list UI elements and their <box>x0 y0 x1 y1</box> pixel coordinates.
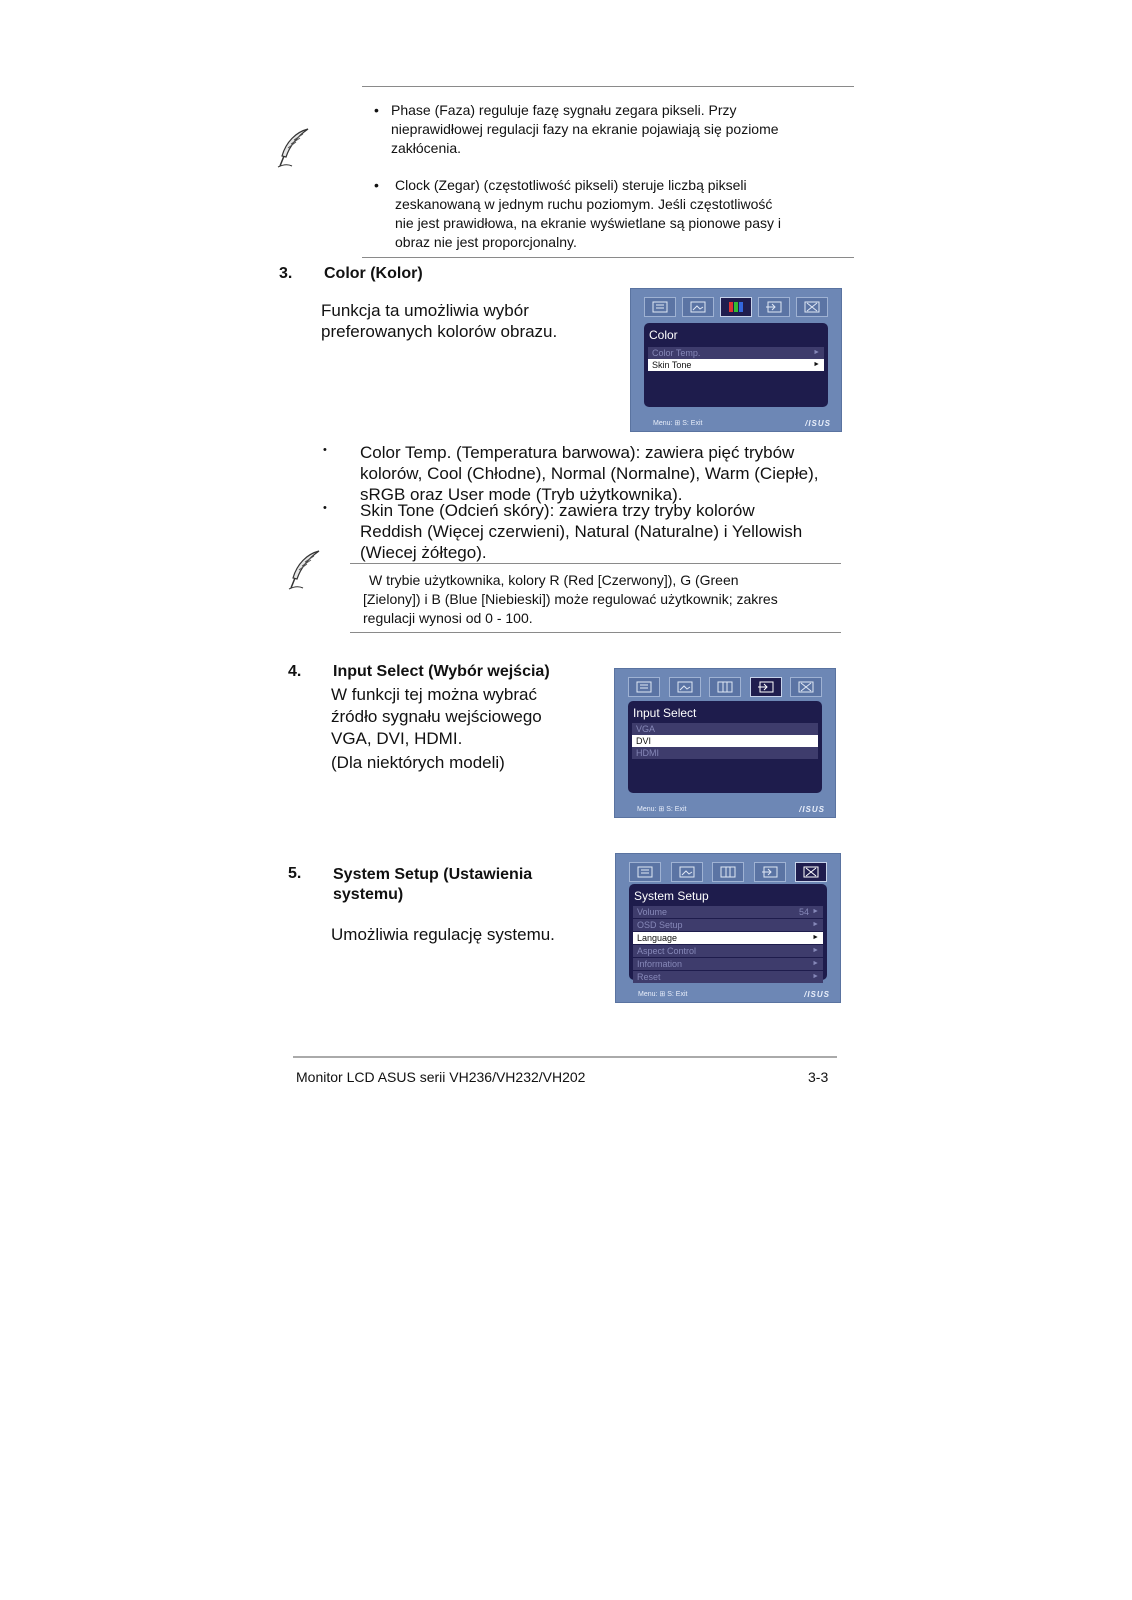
text-line: nie jest prawidłowa, na ekranie wyświetlane są pionowe pasy i <box>395 215 781 231</box>
osd-row-osd-setup <box>633 919 823 931</box>
osd-tab-input-icon <box>754 862 786 882</box>
osd-system-setup-screenshot <box>615 853 841 1003</box>
feather-pen-icon <box>274 126 314 170</box>
osd-tab-system-icon <box>795 862 827 882</box>
text-line: zeskanowaną w jednym ruchu poziomym. Jeśli częstotliwość <box>395 196 773 212</box>
osd-panel <box>628 701 822 793</box>
osd-row-arrow: ► <box>812 947 819 954</box>
osd-row-hdmi: HDMI <box>632 747 818 759</box>
osd-tab-image-icon <box>671 862 703 882</box>
osd-row-label: Reset <box>637 972 661 982</box>
text-line: (Dla niektórych modeli) <box>331 753 505 772</box>
osd-row-label: Color Temp. <box>652 348 701 358</box>
osd-row-label: Information <box>637 959 683 969</box>
osd-title: Input Select <box>633 706 697 720</box>
osd-tab-bar <box>644 297 828 319</box>
osd-row-value: 54 <box>798 907 809 917</box>
osd-row-arrow: ► <box>812 960 819 967</box>
osd-tab-bar <box>628 677 822 699</box>
note2-top-rule <box>350 563 841 564</box>
note1-bottom-rule <box>362 257 854 258</box>
osd-tab-color-icon <box>712 862 744 882</box>
osd-row-label: Skin Tone <box>652 360 692 370</box>
osd-tab-system-icon <box>790 677 822 697</box>
footer-rule <box>293 1056 837 1058</box>
note1-top-rule <box>362 86 854 87</box>
osd-row-label: Aspect Control <box>637 946 697 956</box>
section3-number: 3. <box>279 265 293 282</box>
osd-row-label: Volume <box>637 907 668 917</box>
asus-logo: /ISUS <box>799 805 825 814</box>
osd-row-color-temp <box>648 347 824 359</box>
osd-tab-input-icon <box>750 677 782 697</box>
text-line: (Wiecej żółtego). <box>360 543 487 562</box>
osd-row-vga: VGA <box>632 723 818 735</box>
osd-footer: Menu: ⊞ S: Exit <box>653 420 703 427</box>
text-line: Skin Tone (Odcień skóry): zawiera trzy tryby kolorów <box>360 501 755 520</box>
osd-title: System Setup <box>634 889 709 903</box>
osd-row-arrow: ► <box>812 921 819 928</box>
osd-tab-bar <box>629 862 827 884</box>
text-line: regulacji wynosi od 0 - 100. <box>363 610 533 626</box>
osd-row-arrow: ► <box>812 908 819 915</box>
osd-row-label: Language <box>637 933 678 943</box>
bullet-dot: • <box>323 502 327 514</box>
section3-bullet-skin-tone <box>360 500 802 563</box>
osd-row-arrow: ► <box>812 934 819 941</box>
text-line: Reddish (Więcej czerwieni), Natural (Naturalne) i Yellowish <box>360 522 803 541</box>
osd-row-information <box>633 958 823 970</box>
osd-tab-color-icon <box>720 297 752 317</box>
asus-logo: /ISUS <box>804 990 830 999</box>
text-line: systemu) <box>333 886 404 903</box>
osd-row-volume <box>633 906 823 918</box>
page-number: 3-3 <box>808 1069 829 1085</box>
osd-row-reset <box>633 971 823 983</box>
text-line: źródło sygnału wejściowego <box>331 707 542 726</box>
note2-bottom-rule <box>350 632 841 633</box>
text-line: W funkcji tej można wybrać <box>331 685 537 704</box>
text-line: Color Temp. (Temperatura barwowa): zawiera pięć trybów <box>360 443 795 462</box>
osd-input-select-screenshot <box>614 668 836 818</box>
osd-row-skin-tone <box>648 359 824 371</box>
osd-row-arrow: ► <box>813 349 820 356</box>
osd-footer: Menu: ⊞ S: Exit <box>637 806 687 813</box>
section5-description: Umożliwia regulację systemu. <box>331 925 555 944</box>
osd-tab-splendid-icon <box>644 297 676 317</box>
note1-bullet2 <box>395 176 781 252</box>
section3-bullet-color-temp <box>360 442 819 505</box>
osd-row-arrow: ► <box>813 361 820 368</box>
text-line: zakłócenia. <box>391 140 462 156</box>
text-line: nieprawidłowej regulacji fazy na ekranie pojawiają się poziome <box>391 121 779 137</box>
note2-text <box>363 571 778 628</box>
text-line: [Zielony]) i B (Blue [Niebieski]) może regulować użytkownik; zakres <box>363 591 778 607</box>
osd-row-arrow: ► <box>812 973 819 980</box>
text-line: Clock (Zegar) (częstotliwość pikseli) steruje liczbą pikseli <box>395 177 747 193</box>
section3-title: Color (Kolor) <box>324 265 423 282</box>
text-line: System Setup (Ustawienia <box>333 866 533 883</box>
asus-logo: /ISUS <box>805 419 831 428</box>
text-line: obraz nie jest proporcjonalny. <box>395 234 577 250</box>
note1-bullet1 <box>391 101 779 158</box>
osd-panel <box>644 323 828 407</box>
section5-number: 5. <box>288 865 302 882</box>
section4-title: Input Select (Wybór wejścia) <box>333 663 550 680</box>
osd-tab-splendid-icon <box>628 677 660 697</box>
osd-tab-image-icon <box>669 677 701 697</box>
osd-panel <box>629 884 827 980</box>
text-line: preferowanych kolorów obrazu. <box>321 322 558 341</box>
bullet-dot: • <box>323 444 327 456</box>
footer-title: Monitor LCD ASUS serii VH236/VH232/VH202 <box>296 1069 586 1085</box>
osd-row-label: OSD Setup <box>637 920 683 930</box>
text-line: Phase (Faza) reguluje fazę sygnału zegara pikseli. Przy <box>391 102 737 118</box>
bullet-dot: • <box>374 177 379 193</box>
feather-pen-icon <box>285 548 325 592</box>
osd-row-aspect-control <box>633 945 823 957</box>
text-line: VGA, DVI, HDMI. <box>331 729 463 748</box>
text-line: Funkcja ta umożliwia wybór <box>321 301 529 320</box>
osd-tab-input-icon <box>758 297 790 317</box>
text-line: kolorów, Cool (Chłodne), Normal (Normalne), Warm (Ciepłe), <box>360 464 819 483</box>
osd-tab-splendid-icon <box>629 862 661 882</box>
osd-row-language <box>633 932 823 944</box>
bullet-dot: • <box>374 102 379 118</box>
osd-row-dvi: DVI <box>632 735 818 747</box>
text-line: W trybie użytkownika, kolory R (Red [Czerwony]), G (Green <box>369 572 739 588</box>
osd-tab-color-icon <box>709 677 741 697</box>
section4-number: 4. <box>288 663 302 680</box>
text-line: sRGB oraz User mode (Tryb użytkownika). <box>360 485 683 504</box>
section4-description <box>331 684 542 774</box>
osd-tab-image-icon <box>682 297 714 317</box>
section5-title <box>333 865 532 905</box>
osd-color-screenshot <box>630 288 842 432</box>
osd-tab-system-icon <box>796 297 828 317</box>
osd-title: Color <box>649 328 678 342</box>
section3-description <box>321 300 557 342</box>
osd-footer: Menu: ⊞ S: Exit <box>638 991 688 998</box>
